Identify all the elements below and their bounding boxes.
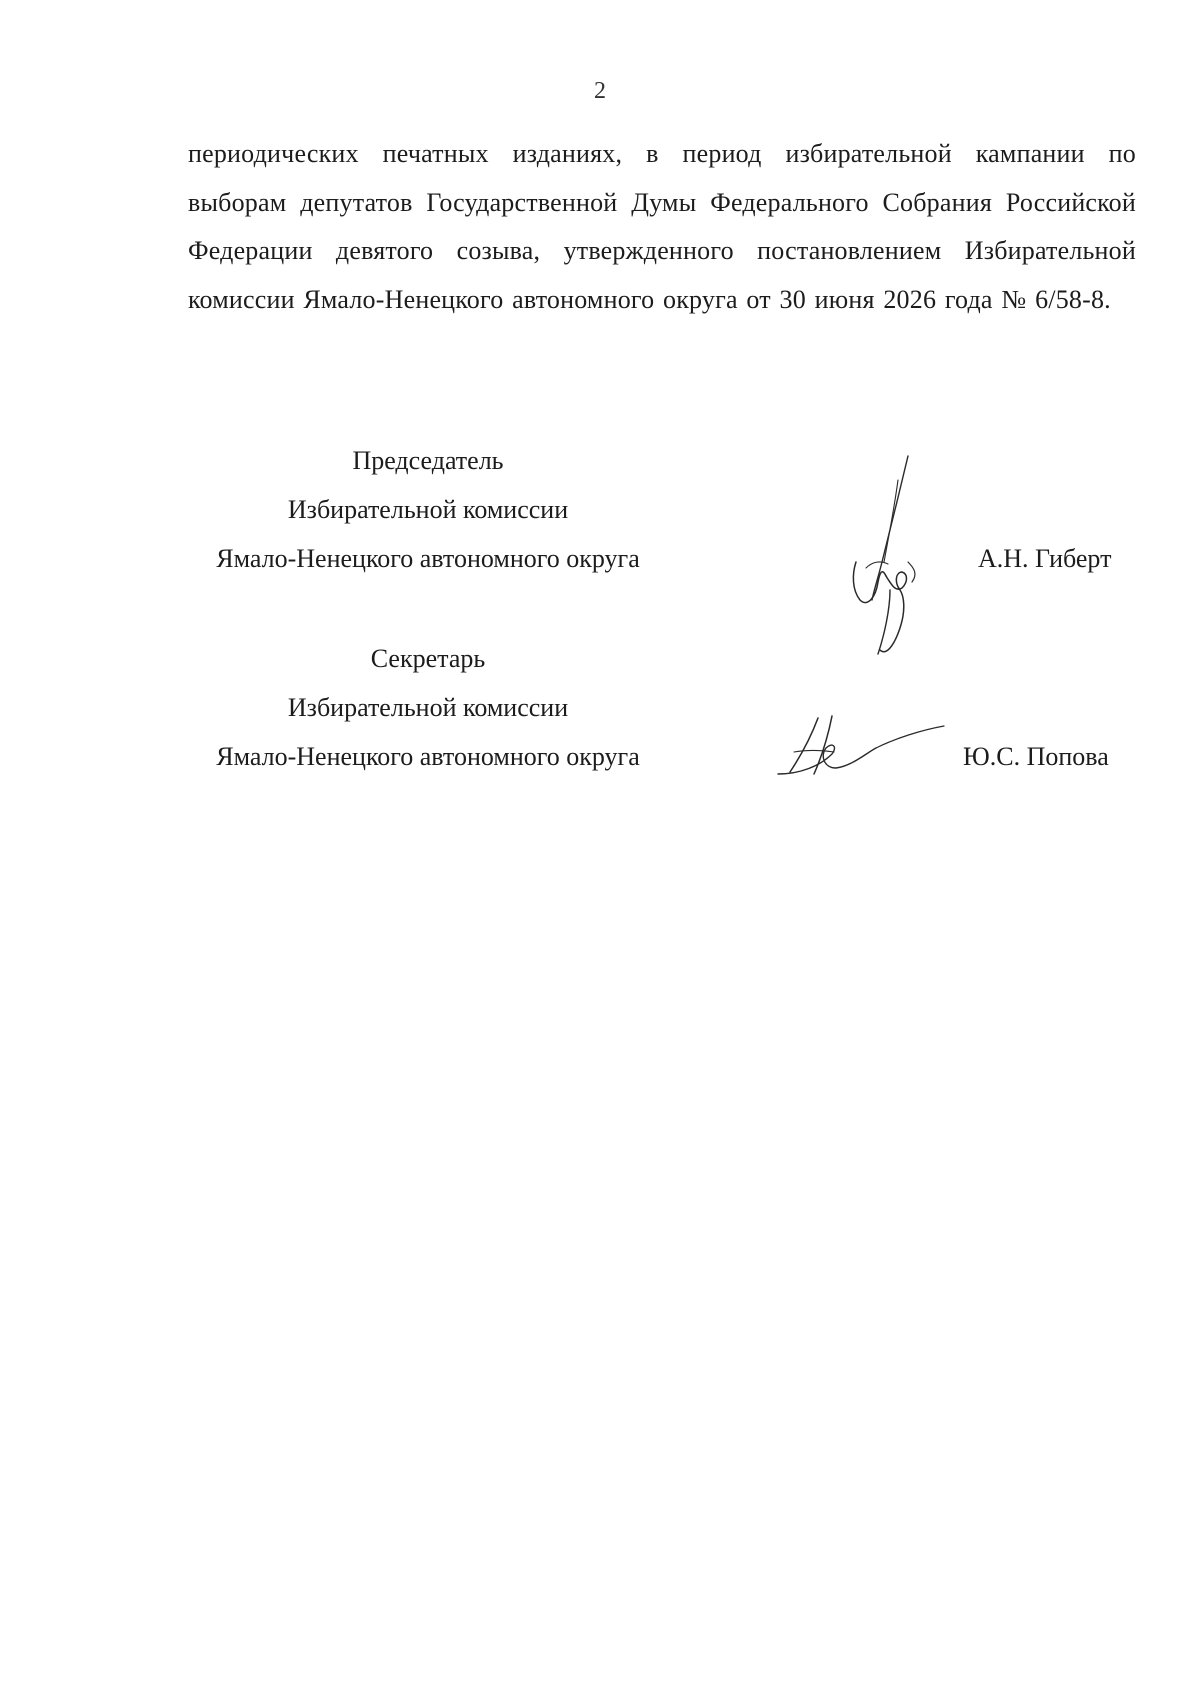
secretary-position-line: Секретарь (370, 644, 486, 673)
chair-position-line: Избирательной комиссии (287, 495, 569, 524)
secretary-position-line: Ямало-Ненецкого автономного округа (216, 742, 640, 771)
chair-handwritten-signature (838, 450, 948, 660)
chair-position (188, 436, 668, 583)
secretary-position (188, 634, 668, 781)
chair-position-line: Ямало-Ненецкого автономного округа (216, 544, 640, 573)
chair-position-line: Председатель (352, 446, 504, 475)
secretary-name: Ю.С. Попова (963, 742, 1109, 771)
page-number: 2 (594, 78, 606, 104)
secretary-handwritten-signature (776, 712, 946, 782)
secretary-position-line: Избирательной комиссии (287, 693, 569, 722)
chair-name: А.Н. Гиберт (978, 544, 1112, 573)
body-paragraph: периодических печатных изданиях, в период избирательной кампании по выборам депутатов Государственной Думы Федерального Собрания Российской Федерации девятого созыва, утвержденного постановлением Избирательной комиссии Ямало-Ненецкого автономного округа от 30 июня 2026 года № 6/58-8. (188, 139, 1136, 314)
